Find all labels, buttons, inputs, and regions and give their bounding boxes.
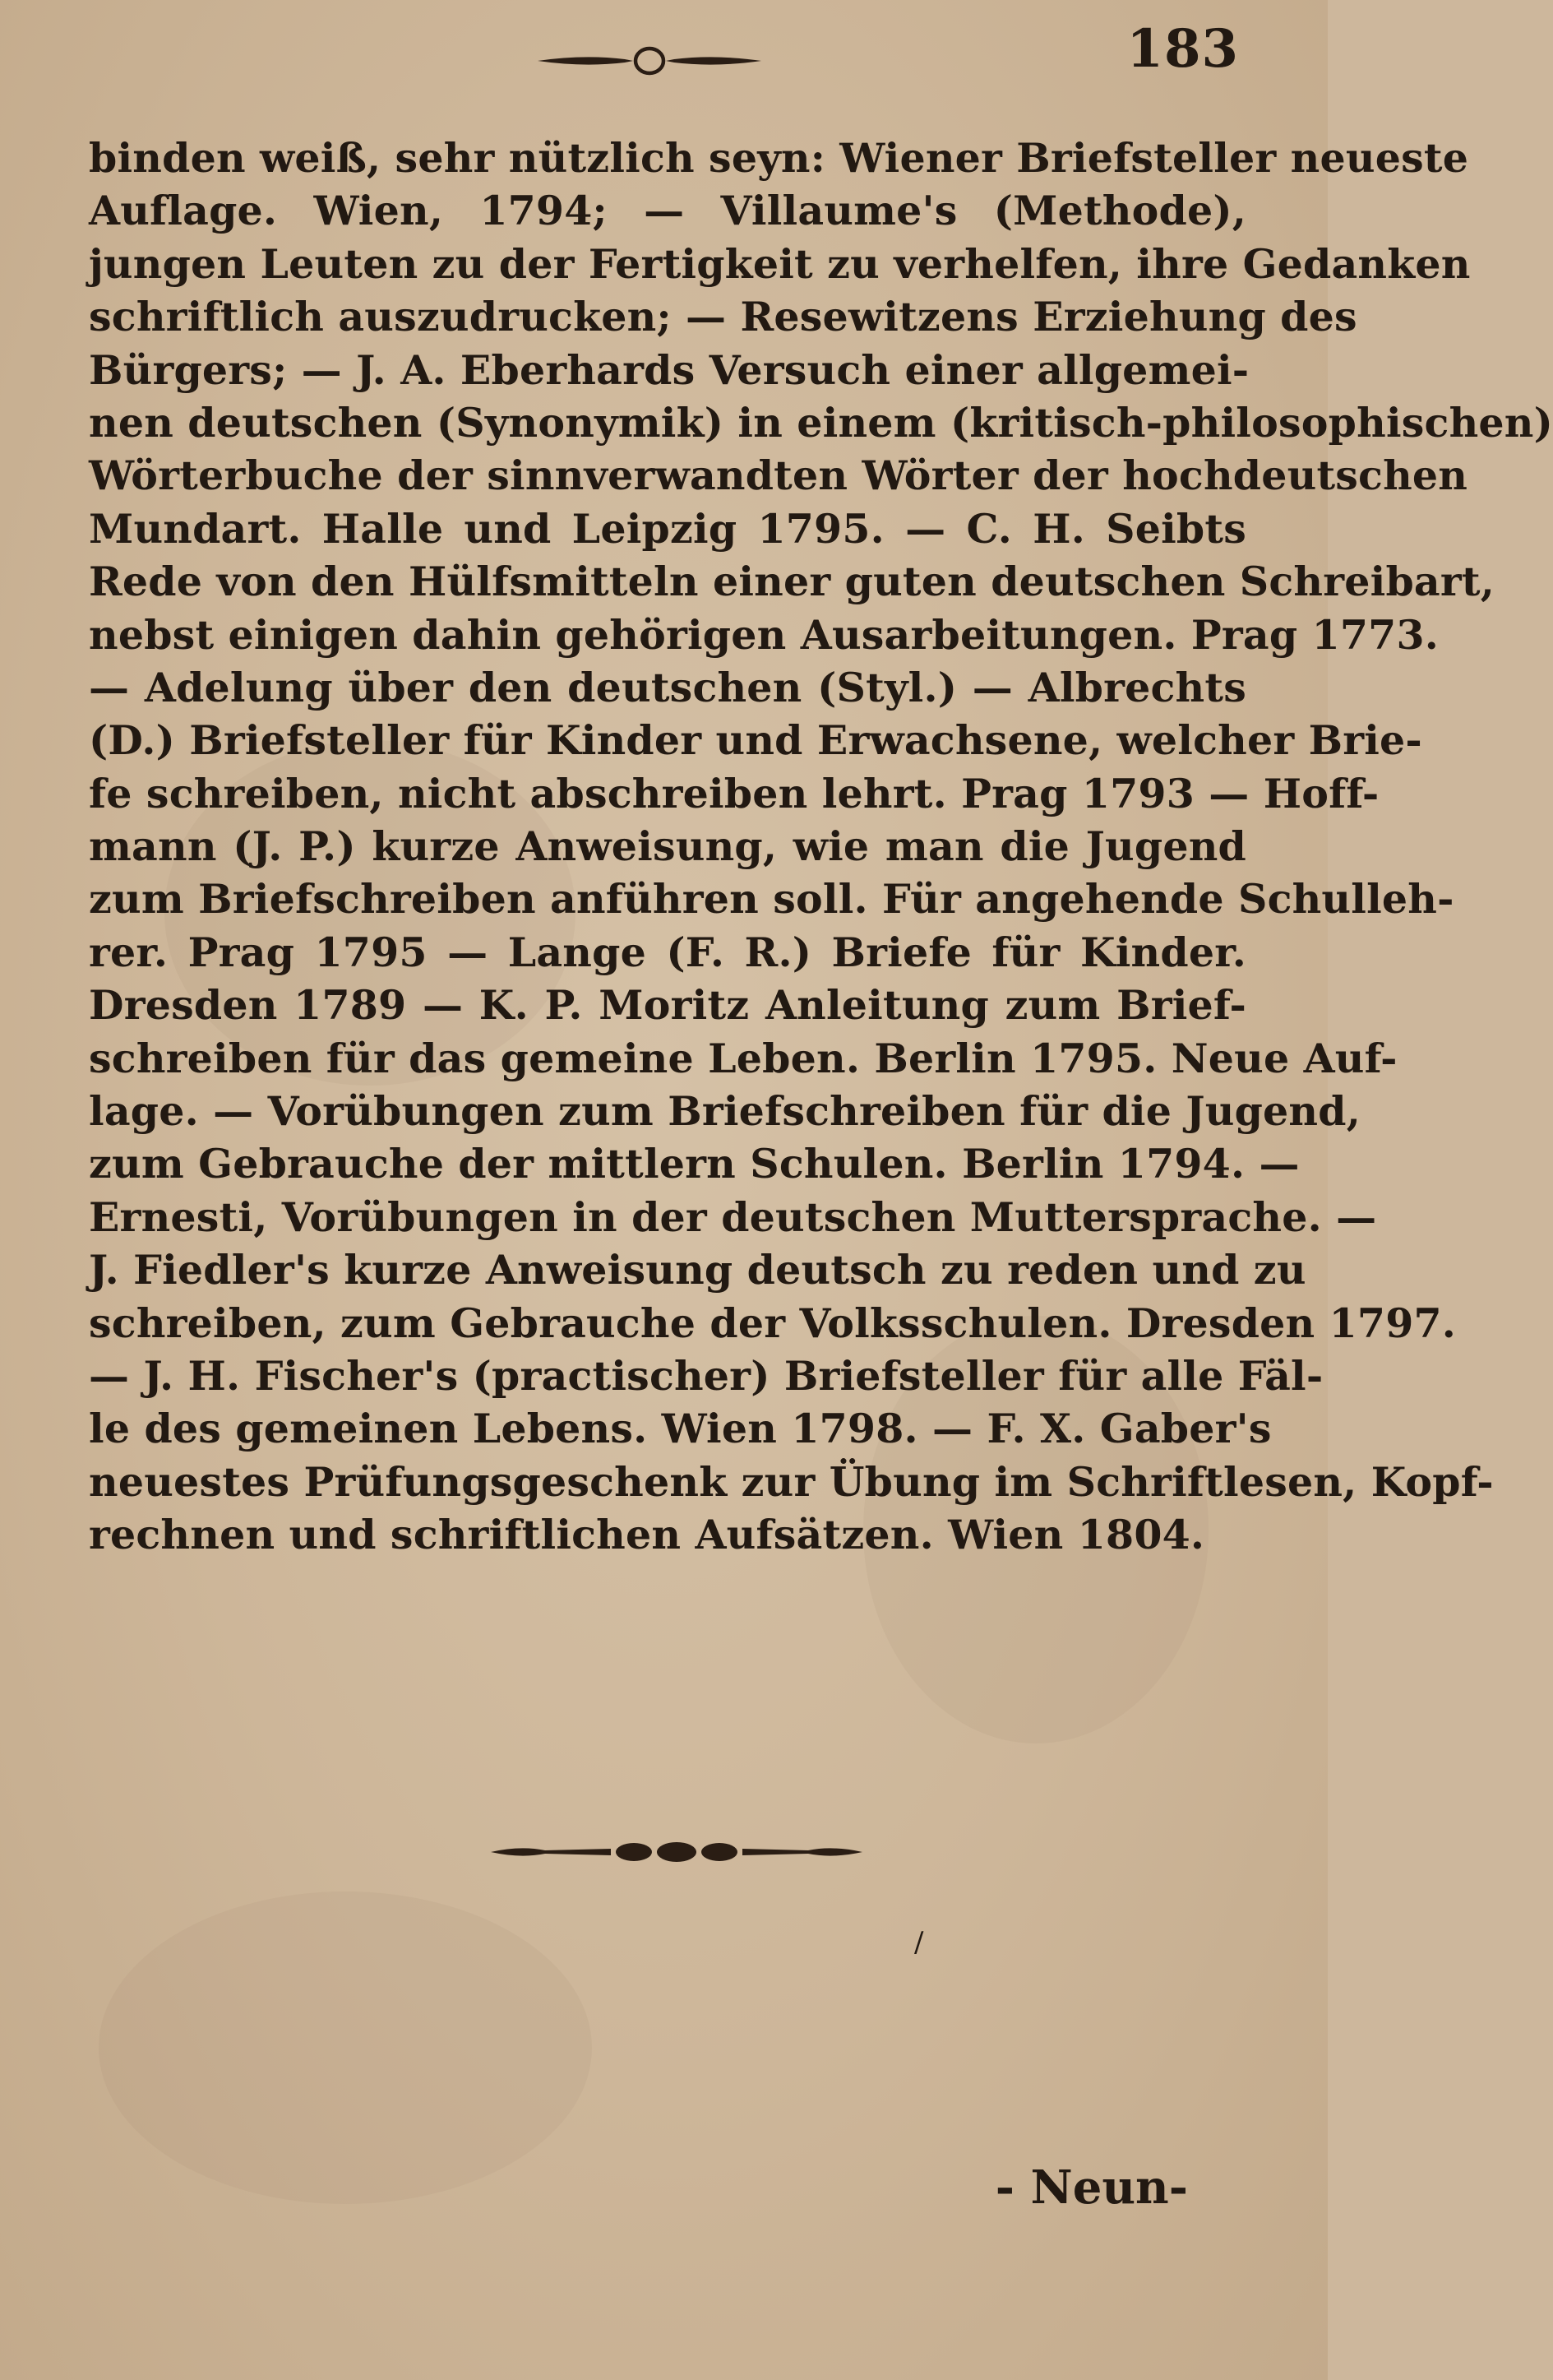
text-line: lage. — Vorübungen zum Briefschreiben für die Jugend, xyxy=(89,1087,1361,1136)
text-line: Wörterbuche der sinnverwandten Wörter der hochdeutschen xyxy=(89,451,1468,500)
text-line: neuestes Prüfungsgeschenk zur Übung im Schriftlesen, Kopf- xyxy=(89,1457,1494,1506)
text-line: zum Briefschreiben anführen soll. Für angehende Schulleh- xyxy=(89,875,1454,924)
text-line: Rede von den Hülfsmitteln einer guten deutschen Schreibart, xyxy=(89,558,1495,606)
tailpiece-ornament-icon xyxy=(488,1836,866,1868)
text-line: binden weiß, sehr nützlich seyn: Wiener Briefsteller neueste xyxy=(89,134,1469,182)
text-line: mann (J. P.) kurze Anweisung, wie man die Jugend xyxy=(89,822,1246,871)
text-line: nebst einigen dahin gehörigen Ausarbeitungen. Prag 1773. xyxy=(89,610,1440,659)
text-line: Bürgers; — J. A. Eberhards Versuch einer allgemei- xyxy=(89,345,1250,394)
catchword: - Neun- xyxy=(995,2160,1188,2215)
text-line: schreiben, zum Gebrauche der Volksschulen. Dresden 1797. xyxy=(89,1299,1457,1347)
text-line: Ernesti, Vorübungen in der deutschen Muttersprache. — xyxy=(89,1192,1377,1241)
text-line: nen deutschen (Synonymik) in einem (kritisch-philosophischen) xyxy=(89,398,1553,447)
text-line: schriftlich auszudrucken; — Resewitzens Erziehung des xyxy=(89,293,1357,341)
text-line: rer. Prag 1795 — Lange (F. R.) Briefe für Kinder. xyxy=(89,928,1246,976)
page-number: 183 xyxy=(1126,18,1239,80)
text-line: fe schreiben, nicht abschreiben lehrt. Prag 1793 — Hoff- xyxy=(89,769,1380,817)
rule-with-circle-ornament-icon xyxy=(534,43,765,79)
text-line: schreiben für das gemeine Leben. Berlin 1795. Neue Auf- xyxy=(89,1034,1398,1082)
text-line: jungen Leuten zu der Fertigkeit zu verhelfen, ihre Gedanken xyxy=(89,239,1471,288)
text-line: (D.) Briefsteller für Kinder und Erwachsene, welcher Brie- xyxy=(89,716,1422,765)
text-line: — J. H. Fischer's (practischer) Briefsteller für alle Fäl- xyxy=(89,1351,1324,1400)
text-line: Auflage. Wien, 1794; — Villaume's (Methode), xyxy=(89,187,1246,235)
stray-mark: / xyxy=(914,1926,924,1959)
text-line: rechnen und schriftlichen Aufsätzen. Wien 1804. xyxy=(89,1511,1205,1559)
text-line: zum Gebrauche der mittlern Schulen. Berlin 1794. — xyxy=(89,1140,1300,1188)
text-line: — Adelung über den deutschen (Styl.) — Albrechts xyxy=(89,663,1246,711)
text-line: le des gemeinen Lebens. Wien 1798. — F. X. Gaber's xyxy=(89,1405,1272,1453)
main-text xyxy=(89,132,1553,1562)
text-line: Mundart. Halle und Leipzig 1795. — C. H. Seibts xyxy=(89,504,1246,553)
text-line: J. Fiedler's kurze Anweisung deutsch zu reden und zu xyxy=(89,1246,1306,1294)
text-line: Dresden 1789 — K. P. Moritz Anleitung zum Brief- xyxy=(89,981,1246,1030)
paper-stain xyxy=(99,1891,592,2204)
